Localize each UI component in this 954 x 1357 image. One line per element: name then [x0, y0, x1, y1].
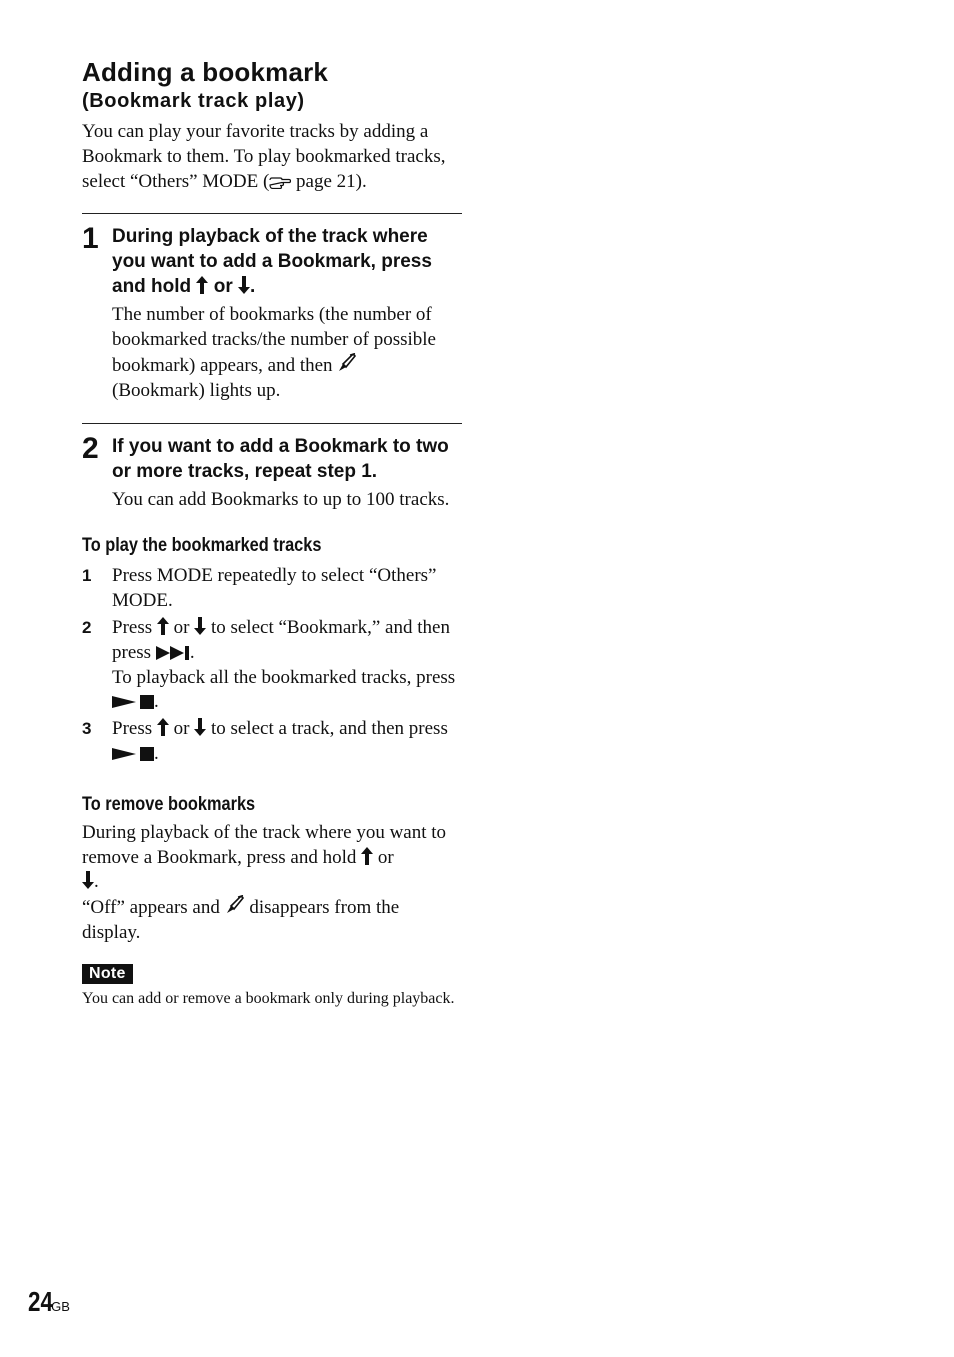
- step-number: 1: [82, 222, 99, 256]
- play-section-heading: To play the bookmarked tracks: [82, 535, 322, 557]
- play-stop-icon: [112, 695, 154, 709]
- bookmark-icon: [225, 895, 245, 915]
- up-arrow-icon: [157, 617, 169, 635]
- step-body: The number of bookmarks (the number of bookmarked tracks/the number of possible bookmark) appears, and then (Bookmark) lights up.: [112, 304, 436, 401]
- remove-section-heading: To remove bookmarks: [82, 793, 256, 815]
- step-title: If you want to add a Bookmark to two or more tracks, repeat step 1.: [112, 435, 449, 482]
- bookmark-icon: [337, 353, 357, 373]
- next-track-icon: [156, 646, 190, 660]
- up-arrow-icon: [361, 847, 373, 865]
- page-number: 24: [28, 1286, 53, 1317]
- list-item: 3 Press or to select a track, and then press .: [82, 718, 448, 764]
- down-arrow-icon: [82, 871, 94, 889]
- list-item: 1 Press MODE repeatedly to select “Others” MODE.: [82, 565, 437, 612]
- page-footer: [28, 1286, 70, 1318]
- note-text: You can add or remove a bookmark only during playback.: [82, 989, 455, 1007]
- divider: [82, 213, 462, 214]
- intro-paragraph: [82, 120, 462, 194]
- up-arrow-icon: [157, 718, 169, 736]
- divider: [82, 423, 462, 424]
- page-subtitle: (Bookmark track play): [82, 90, 305, 112]
- step-2: [82, 431, 462, 513]
- region-code: GB: [51, 1299, 70, 1314]
- content-column: [82, 56, 462, 1010]
- list-item: 2 Press or to select “Bookmark,” and then press . To playback all the bookmarked tracks, press .: [82, 616, 456, 713]
- step-body: You can add Bookmarks to up to 100 tracks.: [112, 488, 450, 510]
- down-arrow-icon: [194, 617, 206, 635]
- step-title: During playback of the track where you want to add a Bookmark, press and hold or .: [112, 226, 432, 298]
- pointing-hand-icon: [269, 175, 291, 189]
- down-arrow-icon: [238, 276, 250, 294]
- step-1: [82, 224, 462, 403]
- play-stop-icon: [112, 747, 154, 761]
- intro-page-ref: page 21).: [296, 170, 367, 192]
- remove-paragraph: During playback of the track where you want to remove a Bookmark, press and hold or . “Off” appears and disappears from the display.: [82, 821, 447, 943]
- intro-text: You can play your favorite tracks by adding a Bookmark to them. To play bookmarked tracks, select “Others” MODE (: [82, 121, 446, 192]
- up-arrow-icon: [196, 276, 208, 294]
- note-label: Note: [82, 964, 133, 984]
- step-number: 2: [82, 431, 99, 465]
- play-steps-list: [82, 564, 462, 766]
- page-title: Adding a bookmark: [82, 57, 329, 87]
- down-arrow-icon: [194, 718, 206, 736]
